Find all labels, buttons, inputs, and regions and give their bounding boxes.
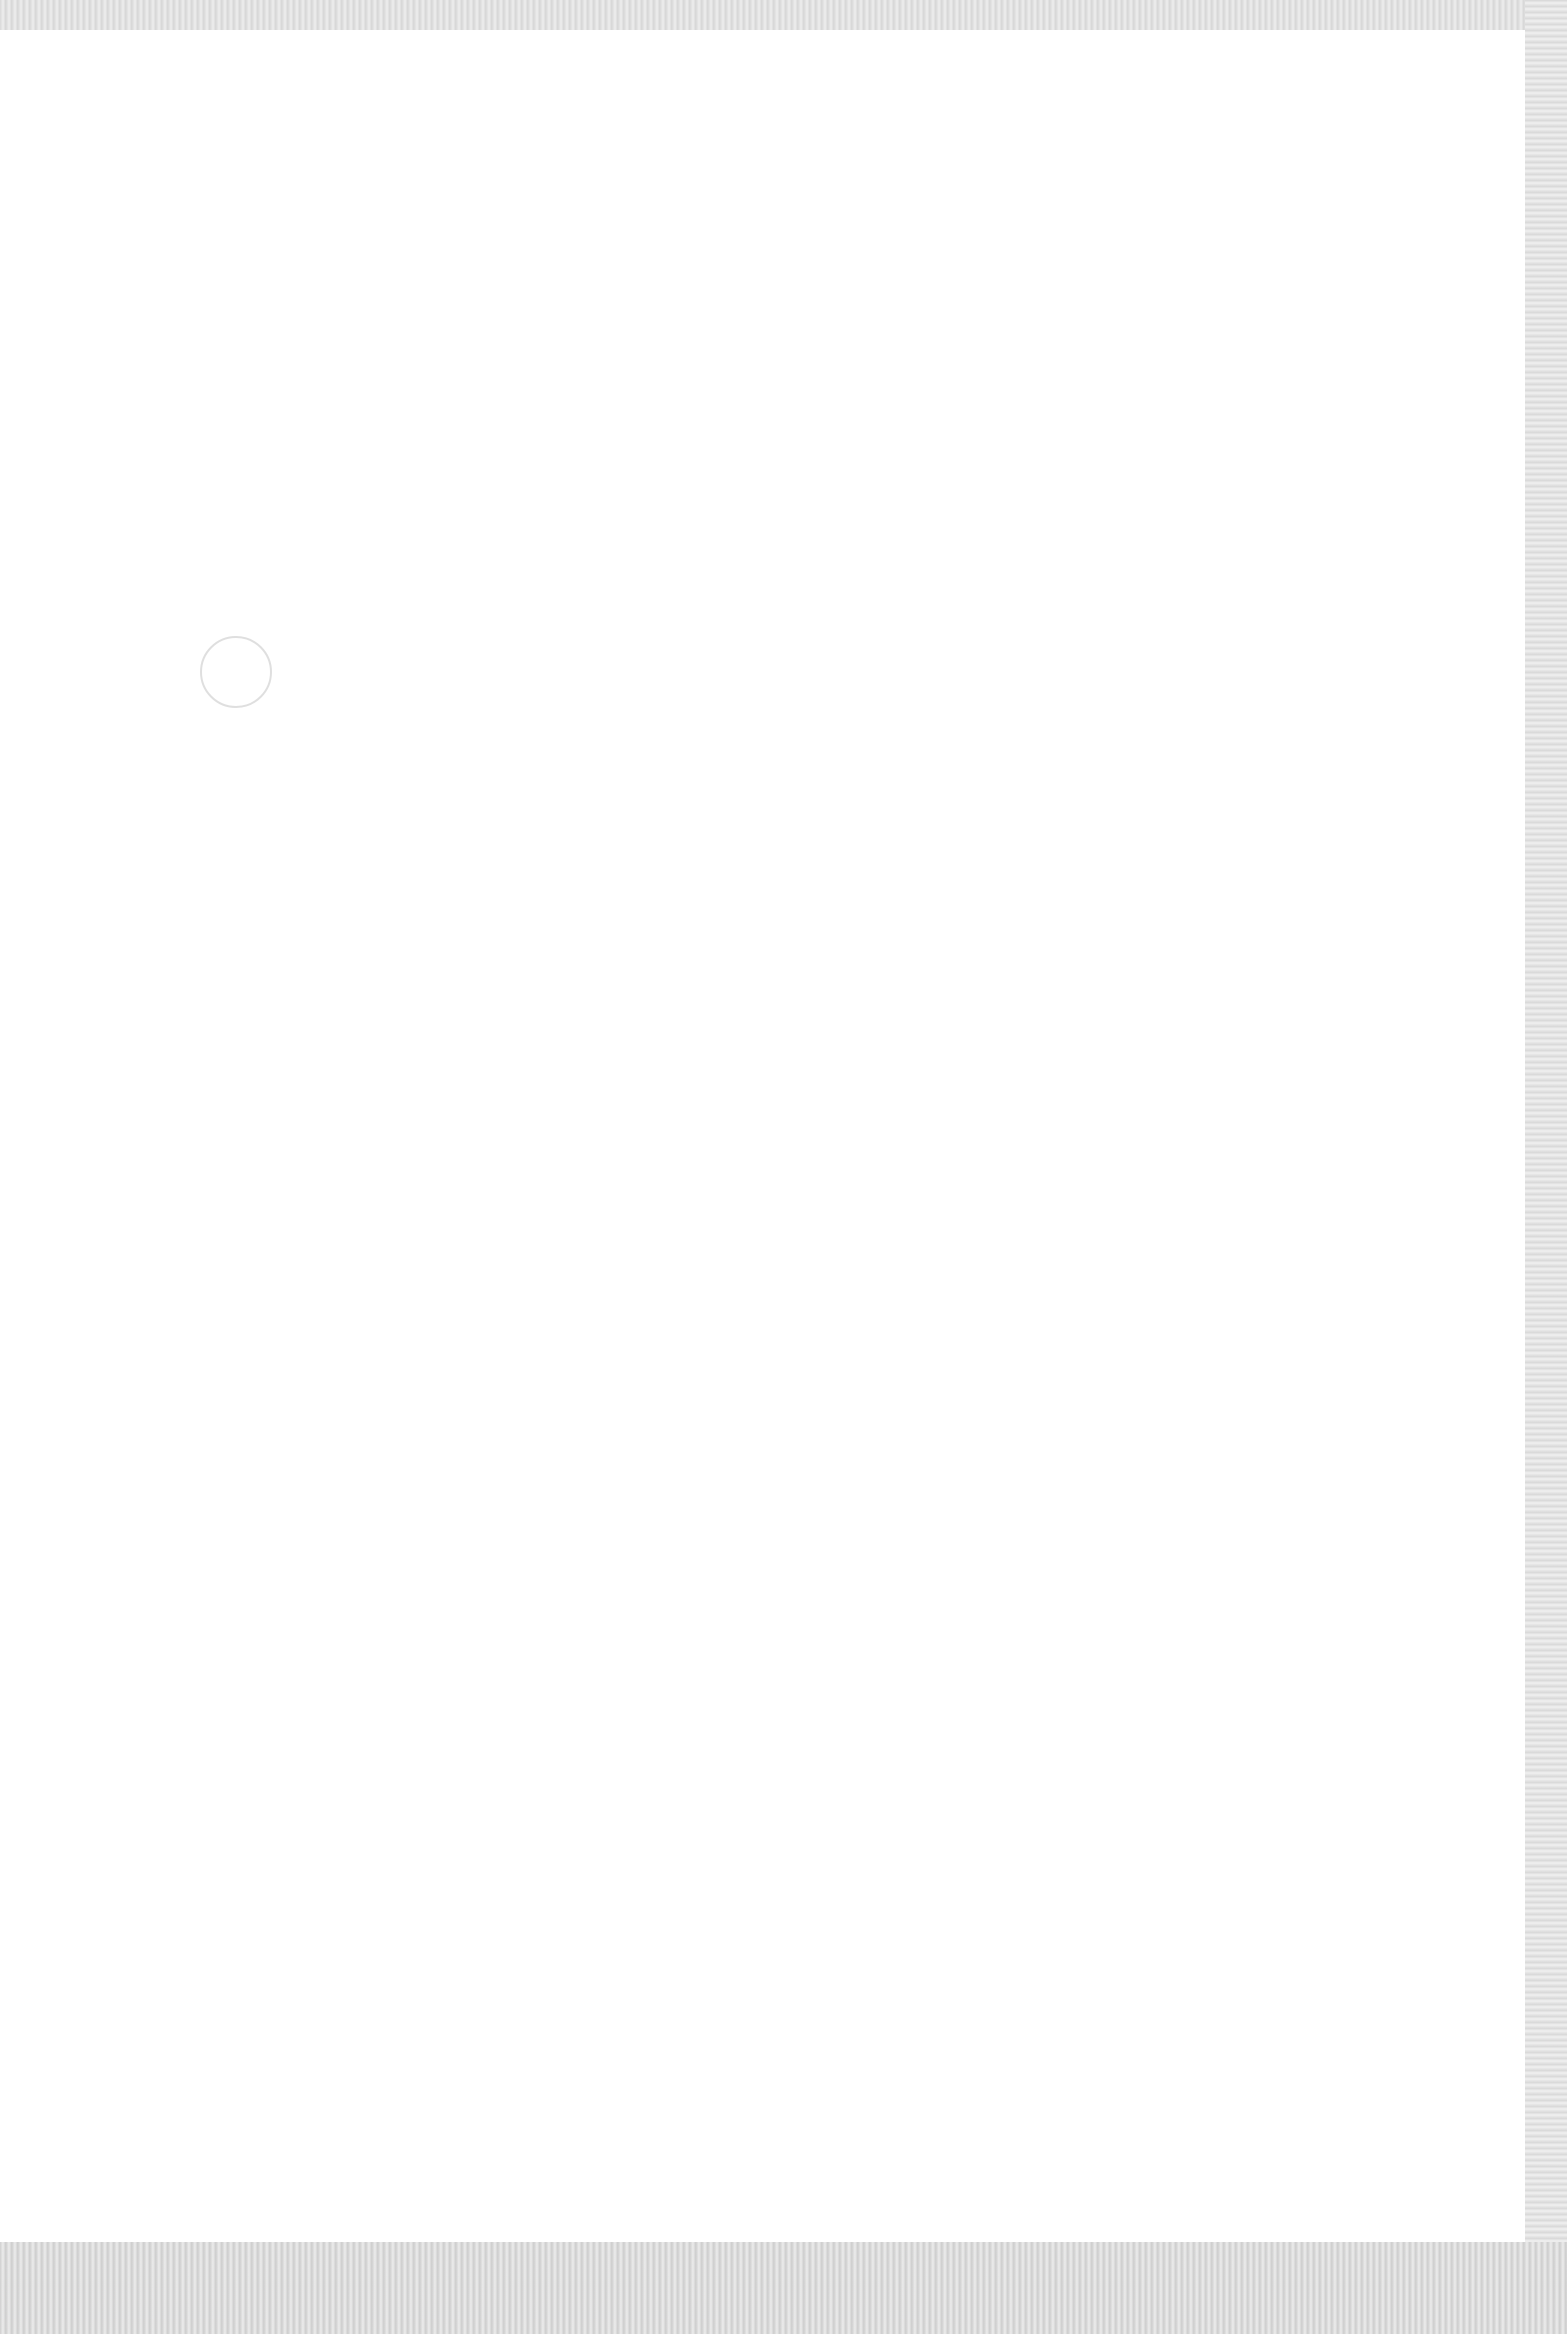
watermark-stamp — [200, 636, 272, 708]
scan-edge-right — [1525, 0, 1567, 2334]
scan-edge-bottom — [0, 2242, 1567, 2334]
